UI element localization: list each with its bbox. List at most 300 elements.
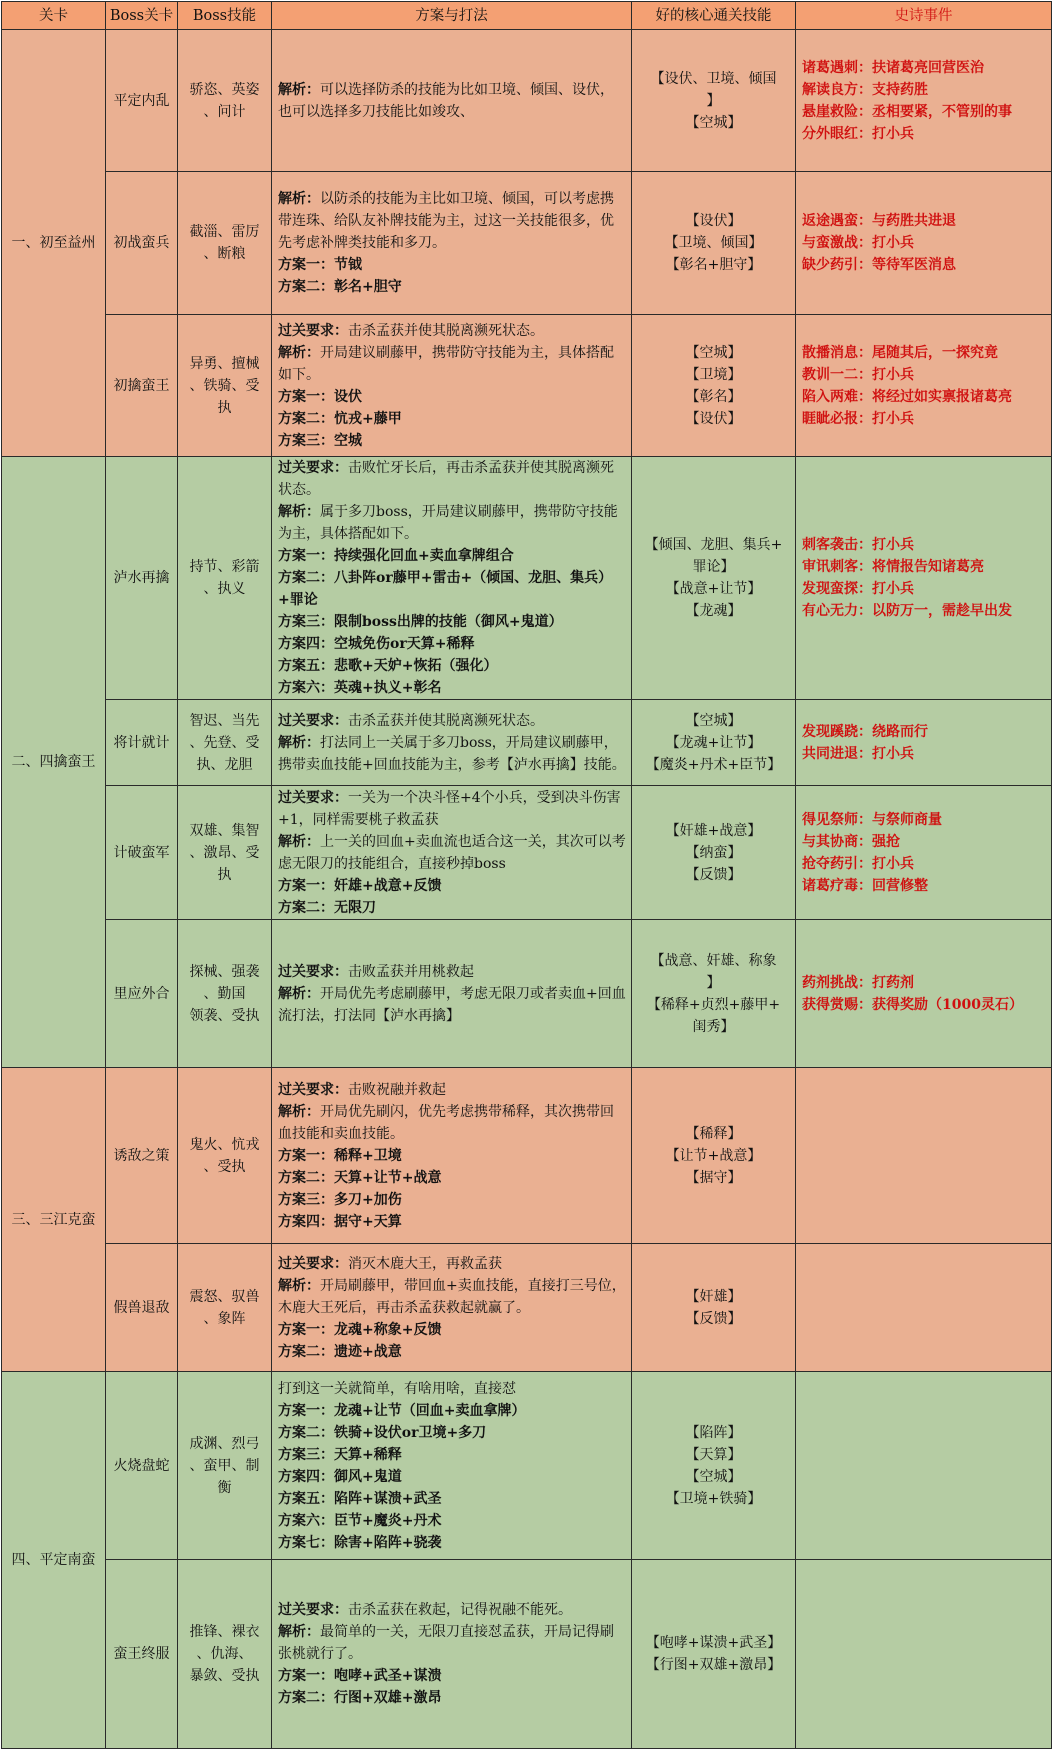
plan-text: 一关为一个决斗怪+4个小兵，受到决斗伤害+1，同样需要桃子救孟获 <box>278 789 621 828</box>
plan-label: 方案四： <box>278 1213 334 1230</box>
boss-name: 初擒蛮王 <box>106 315 178 457</box>
core-skill-line: 【空城】 <box>685 344 742 361</box>
plan-text: 开局优先刷闪，优先考虑携带稀释，其次携带回血技能和卖血技能。 <box>278 1103 614 1142</box>
plan-label: 方案四： <box>278 636 334 652</box>
core-skill-line: 罪论】 <box>692 559 735 575</box>
plan-text: 铁骑+设伏or卫境+多刀 <box>334 1424 487 1441</box>
plan-line <box>278 677 627 699</box>
boss-skills <box>178 786 272 920</box>
core-skill-line: 【天算】 <box>685 1446 742 1463</box>
plan-text: 上一关的回血+卖血流也适合这一关，其次可以考虑无限刀的技能组合，直接秒掉boss <box>278 833 626 872</box>
plan-text: 臣节+魔炎+丹术 <box>334 1512 442 1529</box>
plan-line <box>278 1275 627 1319</box>
table-row <box>2 30 1052 172</box>
plan-text: 无限刀 <box>334 899 376 916</box>
plan-text: 最简单的一关，无限刀直接怼孟获，开局记得刷张桃就行了。 <box>278 1624 614 1662</box>
boss-skills <box>178 457 272 700</box>
plan-label: 方案五： <box>278 1490 334 1507</box>
boss-skill-line: 执、龙胆 <box>196 756 253 773</box>
table-row <box>2 920 1052 1068</box>
table-row <box>2 1244 1052 1372</box>
plan-text: 开局建议刷藤甲，携带防守技能为主，具体搭配如下。 <box>278 344 614 383</box>
core-skill-line: 【行图+双雄+激昂】 <box>645 1657 782 1673</box>
core-skill-line: 【卫境、倾国】 <box>664 235 763 251</box>
plan-line <box>278 875 627 897</box>
plan-line <box>278 1422 627 1444</box>
core-skill-line: 【让节+战意】 <box>665 1147 762 1164</box>
table-row <box>2 786 1052 920</box>
plan-line <box>278 1253 627 1275</box>
plan-line <box>278 408 627 430</box>
epic-event: 悬崖救险：丞相要紧，不管别的事 <box>802 103 1012 120</box>
plan-label: 方案一： <box>278 1321 334 1338</box>
core-skills <box>632 457 796 700</box>
plan-line <box>278 1167 627 1189</box>
epic-event: 教训一二：打小兵 <box>802 366 914 383</box>
plan-line <box>278 567 627 611</box>
plan-label: 方案四： <box>278 1468 334 1485</box>
stage-cell: 二、四擒蛮王 <box>2 457 106 1068</box>
core-skill-line: 】 <box>706 974 721 991</box>
plan-label: 方案六： <box>278 680 334 696</box>
plan-text: 忼戎+藤甲 <box>334 410 402 427</box>
plan-text: 限制boss出牌的技能（御风+鬼道） <box>334 614 563 630</box>
boss-skill-line: 双雄、集智 <box>189 822 260 839</box>
plan-label: 过关要求： <box>278 963 348 980</box>
core-skill-line: 【反馈】 <box>685 866 742 883</box>
plan-line <box>278 1488 627 1510</box>
core-skills <box>632 786 796 920</box>
strategy-table <box>1 1 1052 1749</box>
plan-line <box>278 501 627 545</box>
plan-text: 击杀孟获并使其脱离濒死状态。 <box>348 712 544 729</box>
plan-line <box>278 897 627 919</box>
plan-line <box>278 1687 627 1709</box>
epic-events <box>796 1372 1052 1560</box>
boss-skill-line: 、激昂、受 <box>189 844 260 861</box>
core-skill-line: 【龙魂】 <box>685 603 742 619</box>
plan-text: 龙魂+称象+反馈 <box>334 1321 442 1338</box>
plan-line <box>278 1400 627 1422</box>
core-skill-line: 【奸雄+战意】 <box>665 822 762 839</box>
header-boss: Boss关卡 <box>106 2 178 30</box>
plan-cell <box>272 700 632 786</box>
core-skill-line: 【彰名】 <box>685 388 742 405</box>
boss-skills <box>178 172 272 315</box>
boss-skill-line: 成渊、烈弓 <box>189 1435 260 1452</box>
epic-event: 散播消息：尾随其后，一探究竟 <box>802 344 998 361</box>
plan-label: 方案二： <box>278 1690 334 1706</box>
epic-event: 药剂挑战：打药剂 <box>802 974 914 991</box>
plan-line <box>278 1532 627 1554</box>
plan-label: 方案二： <box>278 570 334 586</box>
core-skill-line: 】 <box>706 92 721 109</box>
core-skill-line: 【龙魂+让节】 <box>665 734 762 751</box>
plan-line <box>278 342 627 386</box>
boss-skill-line: 、问计 <box>203 103 246 120</box>
plan-line <box>278 457 627 501</box>
plan-text: 稀释+卫境 <box>334 1147 402 1164</box>
header-row <box>2 2 1052 30</box>
plan-cell <box>272 172 632 315</box>
epic-event: 得见祭师：与祭师商量 <box>802 811 942 828</box>
boss-skill-line: 、受执 <box>203 1158 246 1175</box>
boss-skill-line: 探械、强袭 <box>189 963 260 980</box>
plan-text: 属于多刀boss，开局建议刷藤甲，携带防守技能为主，具体搭配如下。 <box>278 504 618 542</box>
boss-name: 泸水再擒 <box>106 457 178 700</box>
plan-label: 方案一： <box>278 1668 334 1684</box>
plan-line <box>278 1510 627 1532</box>
boss-skills <box>178 700 272 786</box>
plan-label: 方案二： <box>278 1424 334 1441</box>
core-skill-line: 【卫境】 <box>685 366 742 383</box>
header-boss-skills: Boss技能 <box>178 2 272 30</box>
core-skill-line: 【奸雄】 <box>685 1288 742 1305</box>
core-skill-line: 【设伏、卫境、倾国 <box>650 70 777 87</box>
core-skills <box>632 700 796 786</box>
plan-label: 方案一： <box>278 1147 334 1164</box>
core-skill-line: 【反馈】 <box>685 1310 742 1327</box>
epic-event: 发现蹊跷：绕路而行 <box>802 723 928 740</box>
plan-label: 方案二： <box>278 279 334 295</box>
epic-events <box>796 172 1052 315</box>
boss-skills <box>178 1068 272 1244</box>
epic-events <box>796 457 1052 700</box>
plan-label: 解析： <box>278 344 320 361</box>
plan-cell <box>272 1560 632 1749</box>
boss-name: 蛮王终服 <box>106 1560 178 1749</box>
boss-skill-line: 、执义 <box>203 581 246 597</box>
plan-line <box>278 1101 627 1145</box>
plan-label: 过关要求： <box>278 1602 348 1618</box>
plan-label: 过关要求： <box>278 712 348 729</box>
core-skill-line: 【空城】 <box>685 1468 742 1485</box>
plan-label: 方案七： <box>278 1534 334 1551</box>
plan-text: 行图+双雄+激昂 <box>334 1690 442 1706</box>
plan-text: 御风+鬼道 <box>334 1468 402 1485</box>
plan-text: 打到这一关就简单，有啥用啥，直接怼 <box>278 1380 516 1397</box>
plan-label: 方案三： <box>278 432 334 449</box>
core-skills <box>632 315 796 457</box>
plan-text: 持续强化回血+卖血拿牌组合 <box>334 548 514 564</box>
core-skill-line: 【卫境+铁骑】 <box>665 1490 762 1507</box>
plan-label: 过关要求： <box>278 1081 348 1098</box>
plan-label: 方案三： <box>278 1446 334 1463</box>
epic-events <box>796 700 1052 786</box>
epic-events <box>796 786 1052 920</box>
epic-event: 共同进退：打小兵 <box>802 745 914 762</box>
plan-line <box>278 1079 627 1101</box>
core-skill-line: 【倾国、龙胆、集兵+ <box>644 537 783 553</box>
header-stage: 关卡 <box>2 2 106 30</box>
epic-events <box>796 1560 1052 1749</box>
epic-event: 与蛮激战：打小兵 <box>802 235 914 251</box>
boss-name: 计破蛮军 <box>106 786 178 920</box>
plan-label: 过关要求： <box>278 460 348 476</box>
plan-label: 方案二： <box>278 410 334 427</box>
core-skill-line: 【魔炎+丹术+臣节】 <box>645 756 782 773</box>
plan-text: 设伏 <box>334 388 362 405</box>
boss-name: 平定内乱 <box>106 30 178 172</box>
epic-event: 审讯刺客：将情报告知诸葛亮 <box>802 559 984 575</box>
plan-text: 击败孟获并用桃救起 <box>348 963 474 980</box>
plan-line <box>278 320 627 342</box>
plan-label: 方案一： <box>278 257 334 273</box>
boss-skill-line: 执 <box>217 399 232 416</box>
plan-label: 方案一： <box>278 877 334 894</box>
plan-label: 解析： <box>278 1624 320 1640</box>
plan-text: 击败忙牙长后，再击杀孟获并使其脱离濒死状态。 <box>278 460 614 498</box>
epic-events <box>796 1068 1052 1244</box>
plan-text: 节钺 <box>334 257 362 273</box>
plan-label: 解析： <box>278 1103 320 1120</box>
plan-label: 方案一： <box>278 548 334 564</box>
table-row <box>2 1560 1052 1749</box>
plan-line <box>278 611 627 633</box>
plan-line <box>278 1466 627 1488</box>
stage-cell: 四、平定南蛮 <box>2 1372 106 1749</box>
plan-text: 打法同上一关属于多刀boss，开局建议刷藤甲，携带卖血技能+回血技能为主，参考【泸水再擒】技能。 <box>278 734 626 773</box>
epic-events <box>796 315 1052 457</box>
plan-text: 击杀孟获并使其脱离濒死状态。 <box>348 322 544 339</box>
table-row <box>2 1372 1052 1560</box>
boss-name: 将计就计 <box>106 700 178 786</box>
plan-label: 解析： <box>278 191 320 207</box>
plan-label: 方案五： <box>278 658 334 674</box>
boss-name: 诱敌之策 <box>106 1068 178 1244</box>
plan-line <box>278 276 627 298</box>
core-skills <box>632 920 796 1068</box>
plan-text: 多刀+加伤 <box>334 1191 402 1208</box>
epic-event: 解读良方：支持药胜 <box>802 81 928 98</box>
boss-skill-line: 异勇、擅械 <box>189 355 260 372</box>
stage-cell: 三、三江克蛮 <box>2 1068 106 1372</box>
plan-label: 解析： <box>278 833 320 850</box>
plan-line <box>278 254 627 276</box>
core-skill-line: 【稀释】 <box>685 1125 742 1142</box>
core-skill-line: 【稀释+贞烈+藤甲+ <box>646 996 781 1013</box>
plan-text: 遗迹+战意 <box>334 1343 402 1360</box>
plan-text: 空城 <box>334 432 362 449</box>
plan-cell <box>272 920 632 1068</box>
core-skills <box>632 1068 796 1244</box>
plan-line <box>278 1599 627 1621</box>
plan-line <box>278 1211 627 1233</box>
plan-cell <box>272 315 632 457</box>
core-skill-line: 【空城】 <box>685 712 742 729</box>
boss-skills <box>178 1560 272 1749</box>
plan-label: 方案二： <box>278 1343 334 1360</box>
epic-event: 与其协商：强抢 <box>802 833 900 850</box>
plan-text: 据守+天算 <box>334 1213 402 1230</box>
plan-label: 解析： <box>278 1277 320 1294</box>
header-core-skills: 好的核心通关技能 <box>632 2 796 30</box>
plan-text: 开局优先考虑刷藤甲，考虑无限刀或者卖血+回血流打法，打法同【泸水再擒】 <box>278 985 626 1024</box>
epic-event: 分外眼红：打小兵 <box>802 125 914 142</box>
epic-event: 刺客袭击：打小兵 <box>802 537 914 553</box>
plan-label: 方案二： <box>278 899 334 916</box>
boss-skills <box>178 1244 272 1372</box>
plan-label: 解析： <box>278 81 320 98</box>
plan-label: 过关要求： <box>278 322 348 339</box>
boss-name: 初战蛮兵 <box>106 172 178 315</box>
plan-label: 解析： <box>278 504 320 520</box>
plan-text: 咆哮+武圣+谋溃 <box>334 1668 442 1684</box>
core-skill-line: 【设伏】 <box>685 410 742 427</box>
plan-text: 英魂+执义+彰名 <box>334 680 442 696</box>
plan-text: 可以选择防杀的技能为比如卫境、倾国、设伏，也可以选择多刀技能比如竣攻、 <box>278 81 614 120</box>
core-skill-line: 【咆哮+谋溃+武圣】 <box>645 1635 782 1651</box>
table-row <box>2 700 1052 786</box>
epic-event: 缺少药引：等待军医消息 <box>802 257 956 273</box>
plan-cell <box>272 457 632 700</box>
core-skill-line: 【战意+让节】 <box>665 581 762 597</box>
boss-skill-line: 推锋、裸衣 <box>189 1624 260 1640</box>
boss-skill-line: 领袭、受执 <box>189 1007 260 1024</box>
boss-skill-line: 、仇海、 <box>196 1646 253 1662</box>
core-skills <box>632 172 796 315</box>
plan-line <box>278 430 627 452</box>
plan-cell <box>272 30 632 172</box>
plan-text: 消灭木鹿大王，再救孟获 <box>348 1255 502 1272</box>
boss-skill-line: 、断粮 <box>203 246 246 262</box>
epic-event: 诸葛疗毒：回营修整 <box>802 877 928 894</box>
plan-line <box>278 1621 627 1665</box>
boss-skill-line: 暴敛、受执 <box>189 1668 260 1684</box>
epic-events <box>796 30 1052 172</box>
plan-line <box>278 188 627 254</box>
boss-skills <box>178 315 272 457</box>
epic-event: 获得赏赐：获得奖励（1000灵石） <box>802 996 1023 1013</box>
plan-line <box>278 1665 627 1687</box>
plan-text: 击败祝融并救起 <box>348 1081 446 1098</box>
boss-skill-line: 、勤国 <box>203 985 246 1002</box>
boss-skill-line: 鬼火、忼戎 <box>189 1136 260 1153</box>
plan-label: 过关要求： <box>278 789 348 806</box>
plan-label: 解析： <box>278 985 320 1002</box>
core-skill-line: 闺秀】 <box>692 1018 735 1035</box>
plan-label: 方案一： <box>278 388 334 405</box>
plan-text: 奸雄+战意+反馈 <box>334 877 442 894</box>
boss-skill-line: 、蛮甲、制 <box>189 1457 260 1474</box>
plan-text: 彰名+胆守 <box>334 279 402 295</box>
epic-event: 诸葛遇刺：扶诸葛亮回营医治 <box>802 59 984 76</box>
core-skills <box>632 1244 796 1372</box>
plan-text: 天算+让节+战意 <box>334 1169 442 1186</box>
epic-events <box>796 920 1052 1068</box>
plan-text: 以防杀的技能为主比如卫境、倾国，可以考虑携带连珠、给队友补牌技能为主，过这一关技能很多，优先考虑补牌类技能和多刀。 <box>278 191 614 251</box>
plan-text: 开局刷藤甲，带回血+卖血技能，直接打三号位，木鹿大王死后，再击杀孟获救起就赢了。 <box>278 1277 626 1316</box>
plan-line <box>278 732 627 776</box>
plan-line <box>278 1189 627 1211</box>
core-skill-line: 【空城】 <box>685 114 742 131</box>
header-plan: 方案与打法 <box>272 2 632 30</box>
core-skill-line: 【设伏】 <box>685 213 742 229</box>
plan-cell <box>272 1068 632 1244</box>
boss-skill-line: 截淄、雷厉 <box>189 224 260 240</box>
plan-line <box>278 710 627 732</box>
plan-line <box>278 787 627 831</box>
boss-skills <box>178 920 272 1068</box>
plan-text: 天算+稀释 <box>334 1446 402 1463</box>
plan-line <box>278 831 627 875</box>
epic-event: 返途遇蛮：与药胜共进退 <box>802 213 956 229</box>
core-skill-line: 【战意、奸雄、称象 <box>650 952 777 969</box>
boss-skill-line: 持节、彩箭 <box>189 559 260 575</box>
plan-line <box>278 1444 627 1466</box>
boss-skill-line: 衡 <box>217 1479 232 1496</box>
boss-skill-line: 智迟、当先 <box>189 712 260 729</box>
plan-text: 龙魂+让节（回血+卖血拿牌） <box>334 1402 526 1419</box>
plan-cell <box>272 1372 632 1560</box>
epic-event: 有心无力：以防万一，需趁早出发 <box>802 603 1012 619</box>
plan-text: 击杀孟获在救起，记得祝融不能死。 <box>348 1602 572 1618</box>
plan-line <box>278 983 627 1027</box>
plan-label: 方案一： <box>278 1402 334 1419</box>
stage-cell: 一、初至益州 <box>2 30 106 457</box>
core-skills <box>632 1560 796 1749</box>
epic-event: 抢夺药引：打小兵 <box>802 855 914 872</box>
plan-line <box>278 961 627 983</box>
boss-name: 火烧盘蛇 <box>106 1372 178 1560</box>
boss-name: 里应外合 <box>106 920 178 1068</box>
plan-line <box>278 1319 627 1341</box>
boss-name: 假兽退敌 <box>106 1244 178 1372</box>
boss-skill-line: 、铁骑、受 <box>189 377 260 394</box>
table-row <box>2 315 1052 457</box>
header-epic-events: 史诗事件 <box>796 2 1052 30</box>
core-skill-line: 【彰名+胆守】 <box>665 257 762 273</box>
boss-skill-line: 、先登、受 <box>189 734 260 751</box>
plan-label: 方案三： <box>278 1191 334 1208</box>
plan-label: 方案六： <box>278 1512 334 1529</box>
boss-skills <box>178 30 272 172</box>
plan-cell <box>272 1244 632 1372</box>
plan-line <box>278 545 627 567</box>
boss-skill-line: 骄恣、英姿 <box>189 81 260 98</box>
boss-skill-line: 震怒、驭兽 <box>189 1288 260 1305</box>
plan-label: 解析： <box>278 734 320 751</box>
boss-skill-line: 、象阵 <box>203 1310 246 1327</box>
table-row <box>2 457 1052 700</box>
plan-line <box>278 386 627 408</box>
plan-text: 悲歌+天妒+恢拓（强化） <box>334 658 498 674</box>
core-skills <box>632 1372 796 1560</box>
plan-text: 空城免伤or天算+稀释 <box>334 636 475 652</box>
epic-event: 睚眦必报：打小兵 <box>802 410 914 427</box>
boss-skill-line: 执 <box>217 866 232 883</box>
table-row <box>2 172 1052 315</box>
plan-label: 过关要求： <box>278 1255 348 1272</box>
plan-text: 除害+陷阵+骁袭 <box>334 1534 442 1551</box>
plan-line <box>278 1341 627 1363</box>
epic-event: 发现蛮探：打小兵 <box>802 581 914 597</box>
epic-events <box>796 1244 1052 1372</box>
plan-line <box>278 79 627 123</box>
plan-text: 八卦阵or藤甲+雷击+（倾国、龙胆、集兵）+罪论 <box>278 570 613 608</box>
core-skill-line: 【纳蛮】 <box>685 844 742 861</box>
core-skill-line: 【陷阵】 <box>685 1424 742 1441</box>
plan-text: 陷阵+谋溃+武圣 <box>334 1490 442 1507</box>
plan-label: 方案二： <box>278 1169 334 1186</box>
plan-line <box>278 1145 627 1167</box>
plan-line <box>278 633 627 655</box>
core-skills <box>632 30 796 172</box>
table-row <box>2 1068 1052 1244</box>
core-skill-line: 【据守】 <box>685 1169 742 1186</box>
epic-event: 陷入两难：将经过如实禀报诸葛亮 <box>802 388 1012 405</box>
plan-line <box>278 655 627 677</box>
